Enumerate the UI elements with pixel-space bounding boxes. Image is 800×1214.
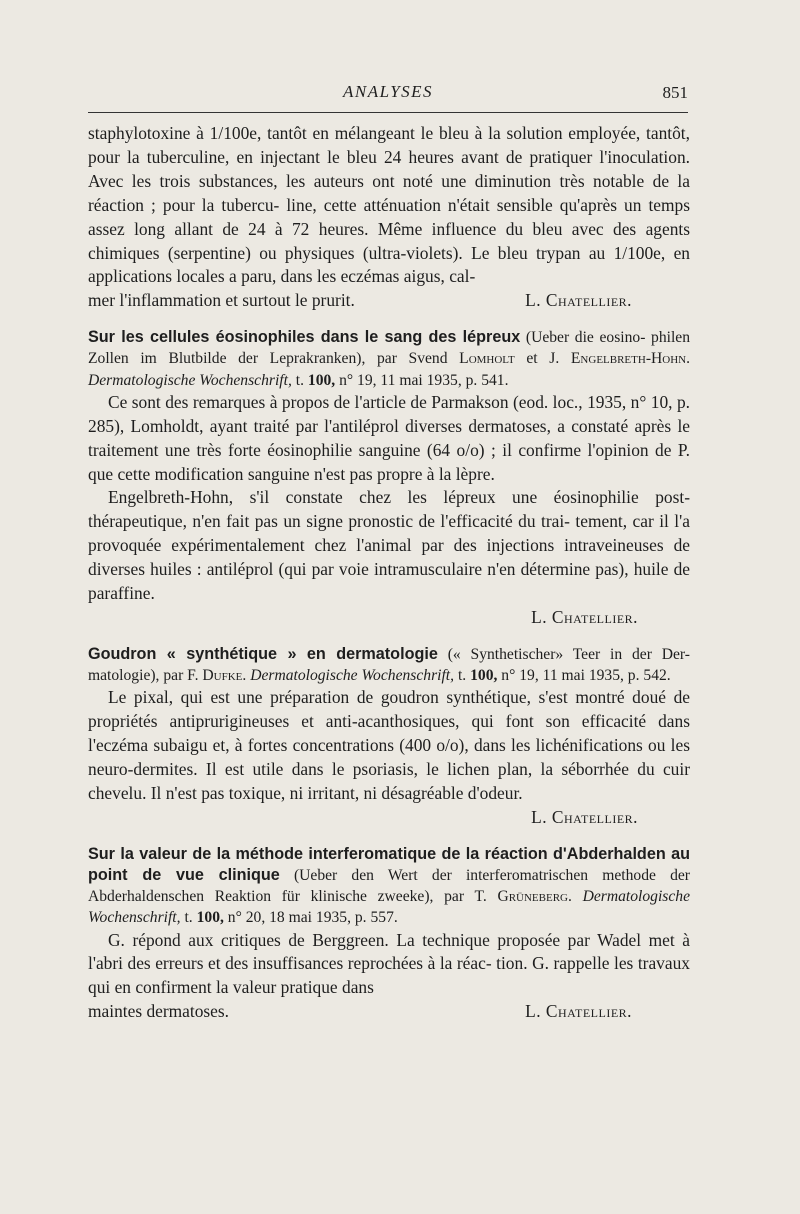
journal-name: Dermatologische Wochenschrift, bbox=[88, 888, 690, 927]
running-title: ANALYSES bbox=[342, 82, 434, 101]
author-name: Grüneberg. bbox=[497, 888, 572, 906]
signature: L. Chatellier. bbox=[525, 1001, 632, 1022]
reference-text: (« Synthetischer» Teer in der Der- matologie), par F. bbox=[88, 645, 691, 685]
reference-text: (Ueber den Wert der interferomatrischen methode der Abderhaldenschen Reaktion für klinische zweeke), par T. bbox=[88, 866, 690, 906]
signature: L. Chatellier. bbox=[531, 806, 638, 827]
volume-number: 100, bbox=[470, 667, 498, 685]
article-title: Sur les cellules éosinophiles dans le sang des lépreux bbox=[88, 328, 521, 347]
author-name: Dufke. bbox=[202, 667, 247, 685]
article-eosinophiles bbox=[88, 327, 690, 630]
reference-text: t. bbox=[295, 371, 304, 389]
reference-text: et J. bbox=[526, 350, 560, 368]
last-line: maintes dermatoses. bbox=[88, 1001, 230, 1022]
article-heading bbox=[88, 644, 690, 686]
continuation-text: staphylotoxine à 1/100e, tantôt en mélangeant le bleu à la solution employée, tantôt, pour la tuberculine, en injectant le bleu 24 heures avant de pratiquer l'inoculation. Avec les trois substances, les auteurs ont noté une diminution très notable de la réaction ; pour la tubercu- line, cette atténuation n'était sensible qu'après un temps assez long allant de 24 à 72 heures. Même influence du bleu avec des agents chimiques (serpentine) ou physiques (ultra-violets). Le bleu trypan au 1/100e, en applications locales a paru, dans les eczémas aigus, cal- bbox=[88, 123, 690, 287]
reference-text: n° 20, 18 mai 1935, p. 557. bbox=[227, 909, 398, 927]
article-title: Sur la valeur de la méthode interferomatique de la réaction d'Abderhalden au point de vue clinique bbox=[88, 844, 690, 884]
signature: L. Chatellier. bbox=[531, 607, 638, 628]
header-rule bbox=[88, 112, 688, 113]
volume-number: 100, bbox=[307, 371, 336, 389]
paragraph: Ce sont des remarques à propos de l'article de Parmakson (eod. loc., 1935, n° 10, p. 285), Lomholdt, ayant traité par l'antiléprol diverses dermatoses, a constaté après le traitement une très forte éosinophilie sanguine (64 o/o) ; il confirme l'opinion de P. que cette modification sanguine n'est pas propre à la lèpre. bbox=[88, 391, 690, 484]
paragraph: Engelbreth-Hohn, s'il constate chez les lépreux une éosinophilie post- thérapeutique, n'en fait pas un signe pronostic de l'efficacité du trai- tement, car il l'a provoquée expérimentalement chez l'animal par des injections intraveineuses de diverses huiles : antiléprol (qui par voie intramusculaire n'en détermine pas), huile de paraffine. bbox=[88, 487, 690, 604]
article-continuation bbox=[88, 122, 690, 313]
page-body bbox=[88, 122, 690, 1024]
page-header bbox=[88, 82, 688, 106]
paragraph: G. répond aux critiques de Berggreen. La technique proposée par Wadel met à l'abri des erreurs et des insuffisances reprochées à la réac- tion. G. rappelle les travaux qui en confirment la valeur pratique dans bbox=[88, 929, 690, 998]
article-goudron bbox=[88, 644, 690, 830]
paragraph: Le pixal, qui est une préparation de goudron synthétique, s'est montré doué de propriétés antiprurigineuses et anti-acanthosiques, qui font son efficacité dans l'eczéma subaigu et, à fortes concentrations (400 o/o), dans les lichénifications ou les neuro-dermites. Il est utile dans le psoriasis, le lichen plan, la séborrhée du cuir chevelu. Il n'est pas toxique, ni irritant, ni désagréable d'odeur. bbox=[88, 687, 690, 803]
reference-text: n° 19, 11 mai 1935, p. 542. bbox=[501, 667, 671, 685]
author-name: Engelbreth-Hohn. bbox=[570, 350, 690, 368]
article-tail bbox=[88, 1000, 690, 1024]
reference-text: t. bbox=[457, 667, 467, 685]
author-name: Lomholt bbox=[459, 350, 515, 368]
article-heading bbox=[88, 327, 690, 391]
signature: L. Chatellier. bbox=[525, 290, 632, 311]
article-heading bbox=[88, 844, 690, 929]
article-abderhalden bbox=[88, 844, 690, 1024]
volume-number: 100, bbox=[196, 909, 224, 927]
continuation-tail bbox=[88, 289, 690, 313]
reference-text: n° 19, 11 mai 1935, p. 541. bbox=[339, 371, 509, 389]
reference-text: t. bbox=[184, 909, 193, 927]
journal-name: Dermatologische Wochenschrift, bbox=[250, 667, 455, 685]
article-title: Goudron « synthétique » en dermatologie bbox=[88, 644, 438, 663]
continuation-last-line: mer l'inflammation et surtout le prurit. bbox=[88, 290, 355, 311]
journal-name: Dermatologische Wochenschrift, bbox=[88, 371, 292, 389]
page-number: 851 bbox=[662, 83, 688, 102]
reference-text: (Ueber die eosino- philen Zollen im Blutbilde der Leprakranken), par Svend bbox=[88, 329, 690, 368]
